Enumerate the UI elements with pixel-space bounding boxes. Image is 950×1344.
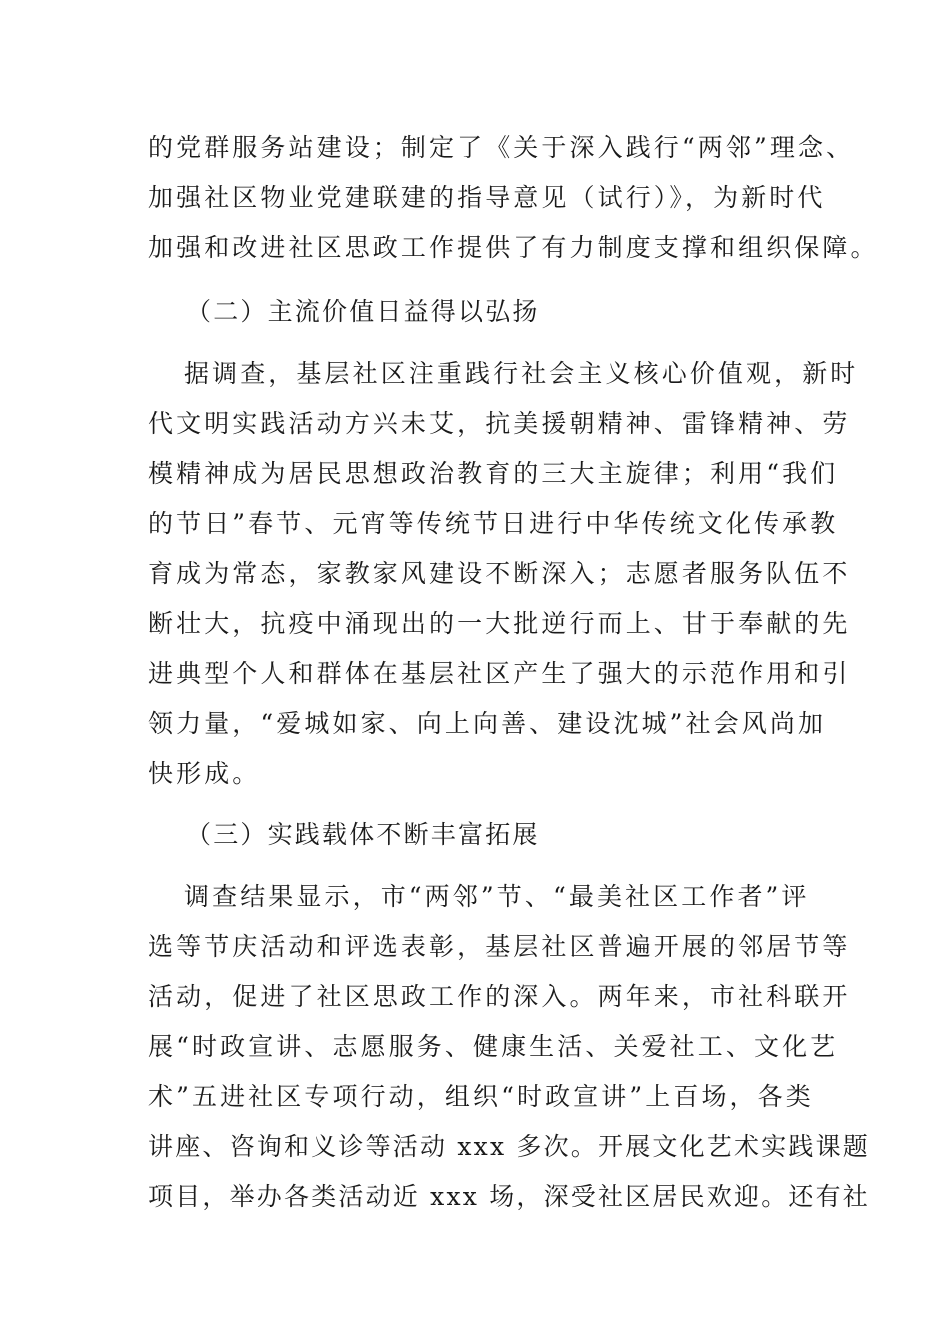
paragraph-2-line-4: 的节日”春节、元宵等传统节日进行中华传统文化传承教 [148, 509, 839, 538]
paragraph-1-line-3: 加强和改进社区思政工作提供了有力制度支撑和组织保障。 [148, 233, 879, 262]
section-heading-2: （二）主流价值日益得以弘扬 [186, 297, 540, 326]
paragraph-3-line-7: 项目，举办各类活动近 xxx 场，深受社区居民欢迎。还有社 [148, 1182, 870, 1211]
paragraph-3-line-6: 讲座、咨询和义诊等活动 xxx 多次。开展文化艺术实践课题 [148, 1132, 870, 1161]
paragraph-3-line-3: 活动，促进了社区思政工作的深入。两年来，市社科联开 [148, 982, 851, 1011]
paragraph-2-line-3: 模精神成为居民思想政治教育的三大主旋律；利用“我们 [148, 459, 839, 488]
paragraph-2-line-9: 快形成。 [148, 759, 261, 788]
paragraph-1-line-2: 加强社区物业党建联建的指导意见（试行）》，为新时代 [148, 183, 826, 212]
paragraph-3-line-4: 展“时政宣讲、志愿服务、健康生活、关爱社工、文化艺 [148, 1032, 839, 1061]
paragraph-2-line-7: 进典型个人和群体在基层社区产生了强大的示范作用和引 [148, 659, 851, 688]
paragraph-3-line-2: 选等节庆活动和评选表彰，基层社区普遍开展的邻居节等 [148, 932, 851, 961]
paragraph-3-line-5: 术”五进社区专项行动，组织“时政宣讲”上百场，各类 [148, 1082, 814, 1111]
paragraph-2-line-1: 据调查，基层社区注重践行社会主义核心价值观，新时 [184, 359, 859, 388]
paragraph-3-line-1: 调查结果显示，市“两邻”节、“最美社区工作者”评 [184, 882, 810, 911]
section-heading-3: （三）实践载体不断丰富拓展 [186, 820, 540, 849]
paragraph-2-line-2: 代文明实践活动方兴未艾，抗美援朝精神、雷锋精神、劳 [148, 409, 851, 438]
paragraph-2-line-5: 育成为常态，家教家风建设不断深入；志愿者服务队伍不 [148, 559, 851, 588]
paragraph-2-line-8: 领力量，“爱城如家、向上向善、建设沈城”社会风尚加 [148, 709, 827, 738]
paragraph-2-line-6: 断壮大，抗疫中涌现出的一大批逆行而上、甘于奉献的先 [148, 609, 851, 638]
paragraph-1-line-1: 的党群服务站建设；制定了《关于深入践行“两邻”理念、 [148, 133, 855, 162]
